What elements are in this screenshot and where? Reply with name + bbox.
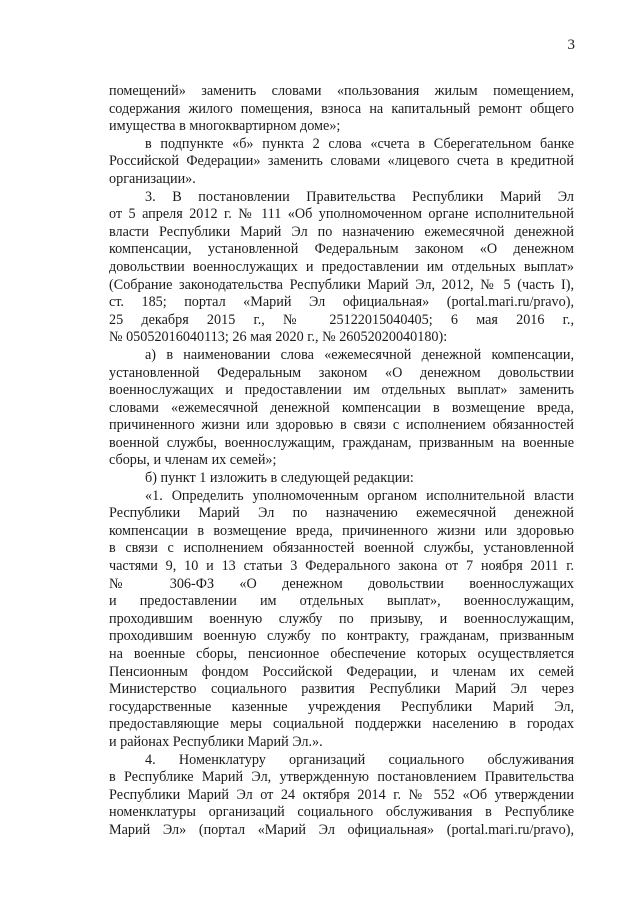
text-line: Республики Марий Эл по назначению ежемесячной денежной bbox=[109, 505, 574, 522]
text-line: 3. В постановлении Правительства Республики Марий Эл bbox=[145, 188, 574, 205]
text-line: а) в наименовании слова «ежемесячной денежной компенсации, bbox=[145, 346, 574, 363]
text-line: военнослужащих и предоставлении им отдельных выплат» заменить bbox=[109, 382, 574, 399]
text-line: установленной Федеральным законом «О денежном довольствии bbox=[109, 364, 574, 381]
text-line: организации». bbox=[109, 170, 196, 187]
paragraph bbox=[109, 488, 574, 752]
text-line: имущества в многоквартирном доме»; bbox=[109, 118, 341, 135]
text-line: Марий Эл» (портал «Марий Эл официальная» (portal.mari.ru/pravo), bbox=[109, 821, 574, 838]
page-number: 3 bbox=[567, 37, 575, 53]
text-line: словами «ежемесячной денежной компенсации в возмещение вреда, bbox=[109, 399, 574, 416]
text-line: и предоставлении им отдельных выплат», военнослужащим, bbox=[109, 593, 574, 610]
text-line: компенсации, установленной Федеральным законом «О денежном bbox=[109, 241, 574, 258]
text-line: Министерство социального развития Республики Марий Эл через bbox=[109, 681, 574, 698]
paragraph bbox=[109, 83, 574, 136]
text-line: от 5 апреля 2012 г. № 111 «Об уполномоченном органе исполнительной bbox=[109, 206, 574, 223]
text-line: б) пункт 1 изложить в следующей редакции: bbox=[145, 470, 414, 487]
text-line: государственные казенные учреждения Республики Марий Эл, bbox=[109, 698, 574, 715]
text-line: проходившим военную службу по призыву, и военнослужащим, bbox=[109, 610, 574, 627]
text-line: 4. Номенклатуру организаций социального обслуживания bbox=[145, 751, 574, 768]
text-line: сборы, и членам их семей»; bbox=[109, 452, 277, 469]
text-line: в связи с исполнением обязанностей военной службы, установленной bbox=[109, 540, 574, 557]
paragraph bbox=[109, 347, 574, 470]
text-line: Российской Федерации» заменить словами «лицевого счета в кредитной bbox=[109, 153, 574, 170]
text-line: содержания жилого помещения, взноса на капитальный ремонт общего bbox=[109, 100, 574, 117]
paragraph bbox=[109, 189, 574, 347]
document-body bbox=[109, 83, 574, 840]
text-line: в Республике Марий Эл, утвержденную постановлением Правительства bbox=[109, 769, 574, 786]
text-line: Пенсионным фондом Российской Федерации, и членам их семей bbox=[109, 663, 574, 680]
text-line: (Собрание законодательства Республики Марий Эл, 2012, № 5 (часть I), bbox=[109, 276, 574, 293]
text-line: довольствии военнослужащих и предоставлении им отдельных выплат» bbox=[109, 258, 574, 275]
paragraph bbox=[109, 470, 574, 488]
text-line: причиненного жизни или здоровью в связи с исполнением обязанностей bbox=[109, 417, 574, 434]
text-line: и районах Республики Марий Эл.». bbox=[109, 733, 323, 750]
text-line: власти Республики Марий Эл по назначению ежемесячной денежной bbox=[109, 223, 574, 240]
text-line: в подпункте «б» пункта 2 слова «счета в Сберегательном банке bbox=[145, 135, 574, 152]
text-line: компенсации в возмещение вреда, причиненного жизни или здоровью bbox=[109, 522, 574, 539]
text-line: номенклатуры организаций социального обслуживания в Республике bbox=[109, 804, 574, 821]
text-line: проходившим военную службу по контракту, гражданам, призванным bbox=[109, 628, 574, 645]
text-line: на военные сборы, пенсионное обеспечение которых осуществляется bbox=[109, 646, 574, 662]
text-line: помещений» заменить словами «пользования жилым помещением, bbox=[109, 83, 574, 99]
text-line: «1. Определить уполномоченным органом исполнительной власти bbox=[145, 487, 574, 504]
text-line: военной службы, военнослужащим, гражданам, призванным на военные bbox=[109, 434, 574, 451]
text-line: Республики Марий Эл от 24 октября 2014 г. № 552 «Об утверждении bbox=[109, 786, 574, 803]
paragraph bbox=[109, 752, 574, 840]
text-line: ст. 185; портал «Марий Эл официальная» (portal.mari.ru/pravo), bbox=[109, 294, 574, 311]
paragraph bbox=[109, 136, 574, 189]
text-line: 25 декабря 2015 г., № 25122015040405; 6 мая 2016 г., bbox=[109, 311, 574, 328]
text-line: предоставляющие меры социальной поддержки населению в городах bbox=[109, 716, 574, 733]
text-line: № 306-ФЗ «О денежном довольствии военнослужащих bbox=[109, 575, 574, 592]
text-line: № 05052016040113; 26 мая 2020 г., № 26052020040180): bbox=[109, 329, 448, 346]
text-line: частями 9, 10 и 13 статьи 3 Федерального закона от 7 ноября 2011 г. bbox=[109, 558, 574, 575]
